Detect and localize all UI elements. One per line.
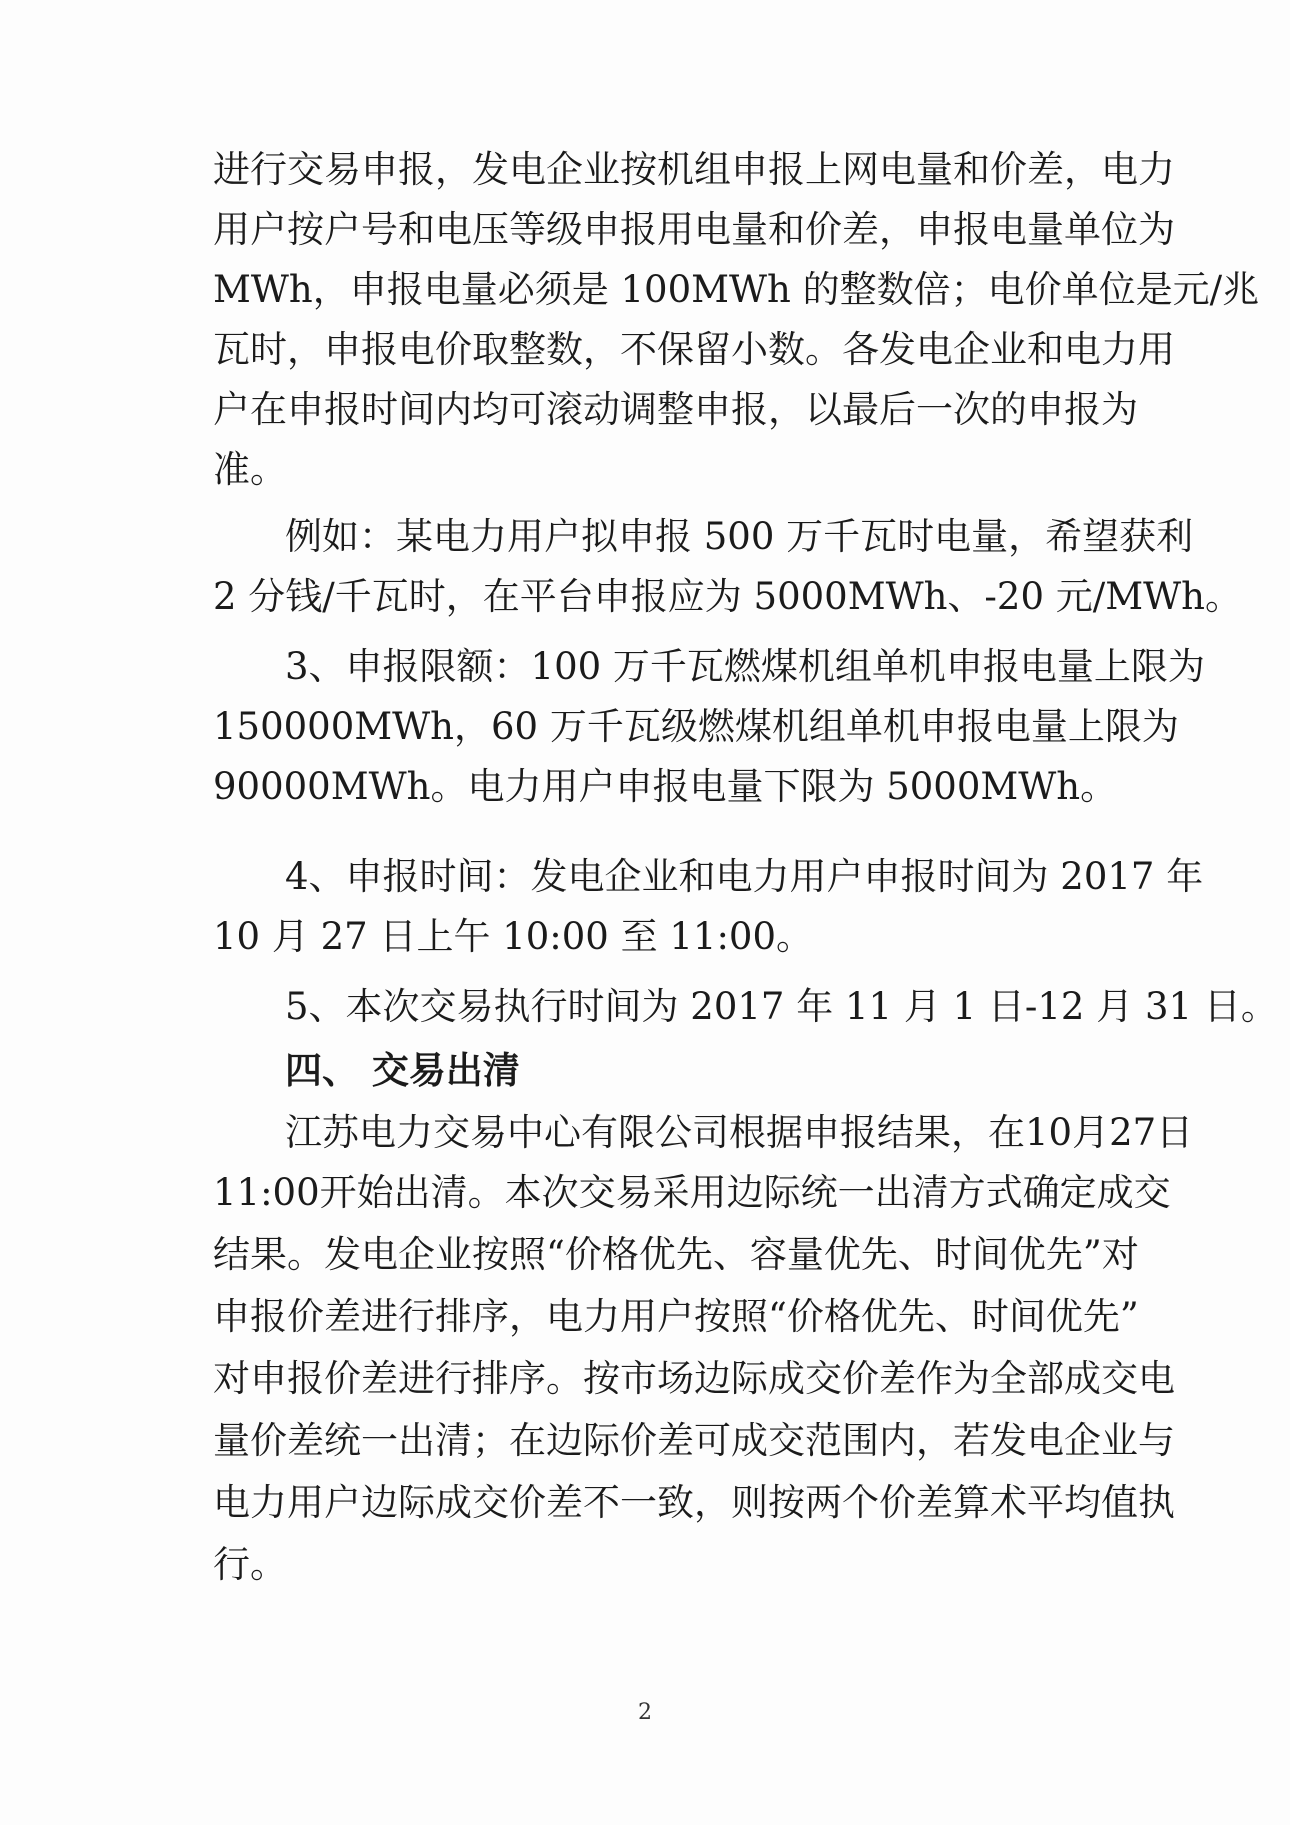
text-line-17: 11:00开始出清。本次交易采用边际统一出清方式确定成交 [213,1171,1171,1214]
text-line-11: 90000MWh。电力用户申报电量下限为 5000MWh。 [213,765,1118,808]
text-line-5: 户在申报时间内均可滚动调整申报，以最后一次的申报为 [213,388,1138,431]
text-line-23: 行。 [213,1543,287,1586]
text-line-6: 准。 [213,448,287,491]
text-line-16: 江苏电力交易中心有限公司根据申报结果，在10月27日 [285,1111,1194,1154]
text-line-2: 用户按户号和电压等级申报用电量和价差，申报电量单位为 [213,208,1175,251]
text-line-13: 10 月 27 日上午 10:00 至 11:00。 [213,915,813,958]
text-line-14: 5、本次交易执行时间为 2017 年 11 月 1 日-12 月 31 日。 [285,985,1278,1028]
text-line-22: 电力用户边际成交价差不一致，则按两个价差算术平均值执 [213,1481,1175,1524]
text-line-19: 申报价差进行排序，电力用户按照“价格优先、时间优先” [213,1295,1139,1338]
text-line-3: MWh，申报电量必须是 100MWh 的整数倍；电价单位是元/兆 [213,268,1260,311]
text-line-21: 量价差统一出清；在边际价差可成交范围内，若发电企业与 [213,1419,1175,1462]
text-line-7: 例如：某电力用户拟申报 500 万千瓦时电量，希望获利 [285,515,1194,558]
text-line-18: 结果。发电企业按照“价格优先、容量优先、时间优先”对 [213,1233,1139,1276]
text-line-4: 瓦时，申报电价取整数，不保留小数。各发电企业和电力用 [213,328,1175,371]
page-number: 2 [638,1700,652,1725]
section-heading-4: 四、 交易出清 [285,1049,520,1092]
text-line-1: 进行交易申报，发电企业按机组申报上网电量和价差，电力 [213,148,1175,191]
text-line-9: 3、申报限额：100 万千瓦燃煤机组单机申报电量上限为 [285,645,1205,688]
text-line-12: 4、申报时间：发电企业和电力用户申报时间为 2017 年 [285,855,1204,898]
text-line-20: 对申报价差进行排序。按市场边际成交价差作为全部成交电 [213,1357,1175,1400]
text-line-8: 2 分钱/千瓦时，在平台申报应为 5000MWh、-20 元/MWh。 [213,575,1242,618]
text-line-10: 150000MWh，60 万千瓦级燃煤机组单机申报电量上限为 [213,705,1179,748]
